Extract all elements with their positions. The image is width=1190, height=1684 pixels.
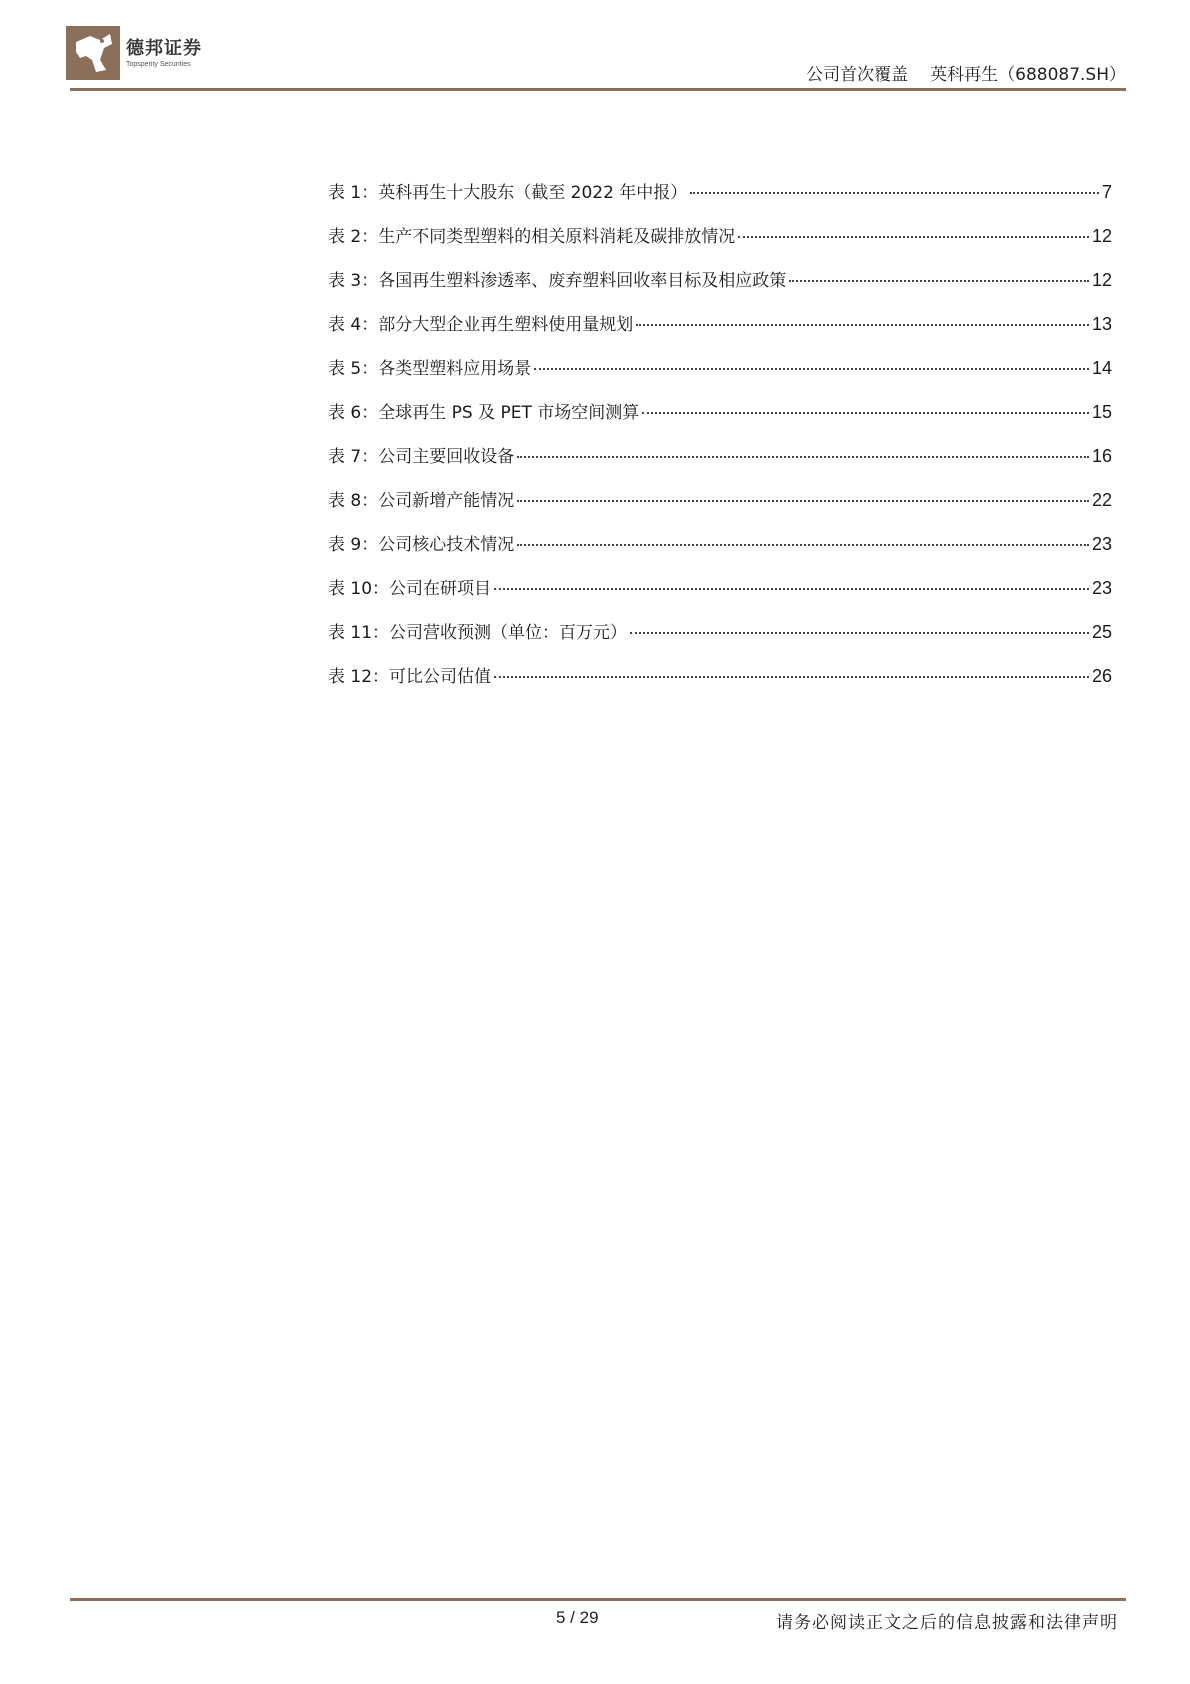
logo-mark-icon <box>66 26 120 80</box>
toc-leader-dots <box>636 324 1089 326</box>
toc-entry[interactable] <box>328 310 1112 354</box>
toc-entry-page: 16 <box>1091 446 1112 466</box>
footer-divider <box>70 1598 1126 1601</box>
toc-leader-dots <box>517 544 1089 546</box>
report-type: 公司首次覆盖 <box>806 65 909 85</box>
report-header <box>806 60 1126 85</box>
toc-entry-title: 表 11：公司营收预测（单位：百万元） <box>328 623 628 643</box>
toc-entry-title: 表 8：公司新增产能情况 <box>328 491 515 511</box>
logo-english-name: Topsperity Securities <box>126 60 191 68</box>
toc-entry[interactable] <box>328 442 1112 486</box>
toc-leader-dots <box>642 412 1089 414</box>
toc-leader-dots <box>494 676 1089 678</box>
toc-entry[interactable] <box>328 222 1112 266</box>
toc-entry-title: 表 5：各类型塑料应用场景 <box>328 359 532 379</box>
toc-entry-title: 表 4：部分大型企业再生塑料使用量规划 <box>328 315 634 335</box>
toc-entry-page: 13 <box>1091 314 1112 334</box>
toc-entry-title: 表 9：公司核心技术情况 <box>328 535 515 555</box>
toc-entry-title: 表 6：全球再生 PS 及 PET 市场空间测算 <box>328 403 640 423</box>
header-divider <box>70 88 1126 91</box>
logo-chinese-name: 德邦证券 <box>126 37 202 59</box>
toc-entry-title: 表 10：公司在研项目 <box>328 579 492 599</box>
toc-entry[interactable] <box>328 574 1112 618</box>
toc-leader-dots <box>517 456 1089 458</box>
toc-entry-title: 表 3：各国再生塑料渗透率、废弃塑料回收率目标及相应政策 <box>328 271 787 291</box>
table-of-tables <box>328 178 1112 706</box>
toc-entry-page: 12 <box>1091 226 1112 246</box>
toc-entry-title: 表 2：生产不同类型塑料的相关原料消耗及碳排放情况 <box>328 227 736 247</box>
toc-leader-dots <box>517 500 1089 502</box>
page-indicator: 5 / 29 <box>556 1608 599 1627</box>
toc-entry-page: 12 <box>1091 270 1112 290</box>
toc-entry[interactable] <box>328 398 1112 442</box>
toc-entry[interactable] <box>328 266 1112 310</box>
toc-leader-dots <box>738 236 1089 238</box>
toc-entry[interactable] <box>328 618 1112 662</box>
toc-entry[interactable] <box>328 530 1112 574</box>
toc-entry[interactable] <box>328 486 1112 530</box>
toc-leader-dots <box>494 588 1089 590</box>
company-name: 英科再生（688087.SH） <box>930 65 1126 85</box>
toc-entry-page: 25 <box>1091 622 1112 642</box>
toc-leader-dots <box>534 368 1089 370</box>
toc-entry-page: 23 <box>1091 534 1112 554</box>
toc-entry-page: 7 <box>1101 182 1112 202</box>
toc-leader-dots <box>690 192 1099 194</box>
toc-leader-dots <box>630 632 1089 634</box>
legal-disclaimer: 请务必阅读正文之后的信息披露和法律声明 <box>776 1613 1118 1633</box>
toc-entry[interactable] <box>328 662 1112 706</box>
toc-entry[interactable] <box>328 178 1112 222</box>
toc-entry-title: 表 12：可比公司估值 <box>328 667 492 687</box>
brand-logo <box>66 26 202 80</box>
toc-entry-page: 23 <box>1091 578 1112 598</box>
toc-entry-page: 14 <box>1091 358 1112 378</box>
toc-entry-title: 表 1：英科再生十大股东（截至 2022 年中报） <box>328 183 688 203</box>
toc-entry-title: 表 7：公司主要回收设备 <box>328 447 515 467</box>
toc-entry-page: 26 <box>1091 666 1112 686</box>
toc-entry-page: 15 <box>1091 402 1112 422</box>
toc-entry[interactable] <box>328 354 1112 398</box>
toc-leader-dots <box>789 280 1089 282</box>
toc-entry-page: 22 <box>1091 490 1112 510</box>
